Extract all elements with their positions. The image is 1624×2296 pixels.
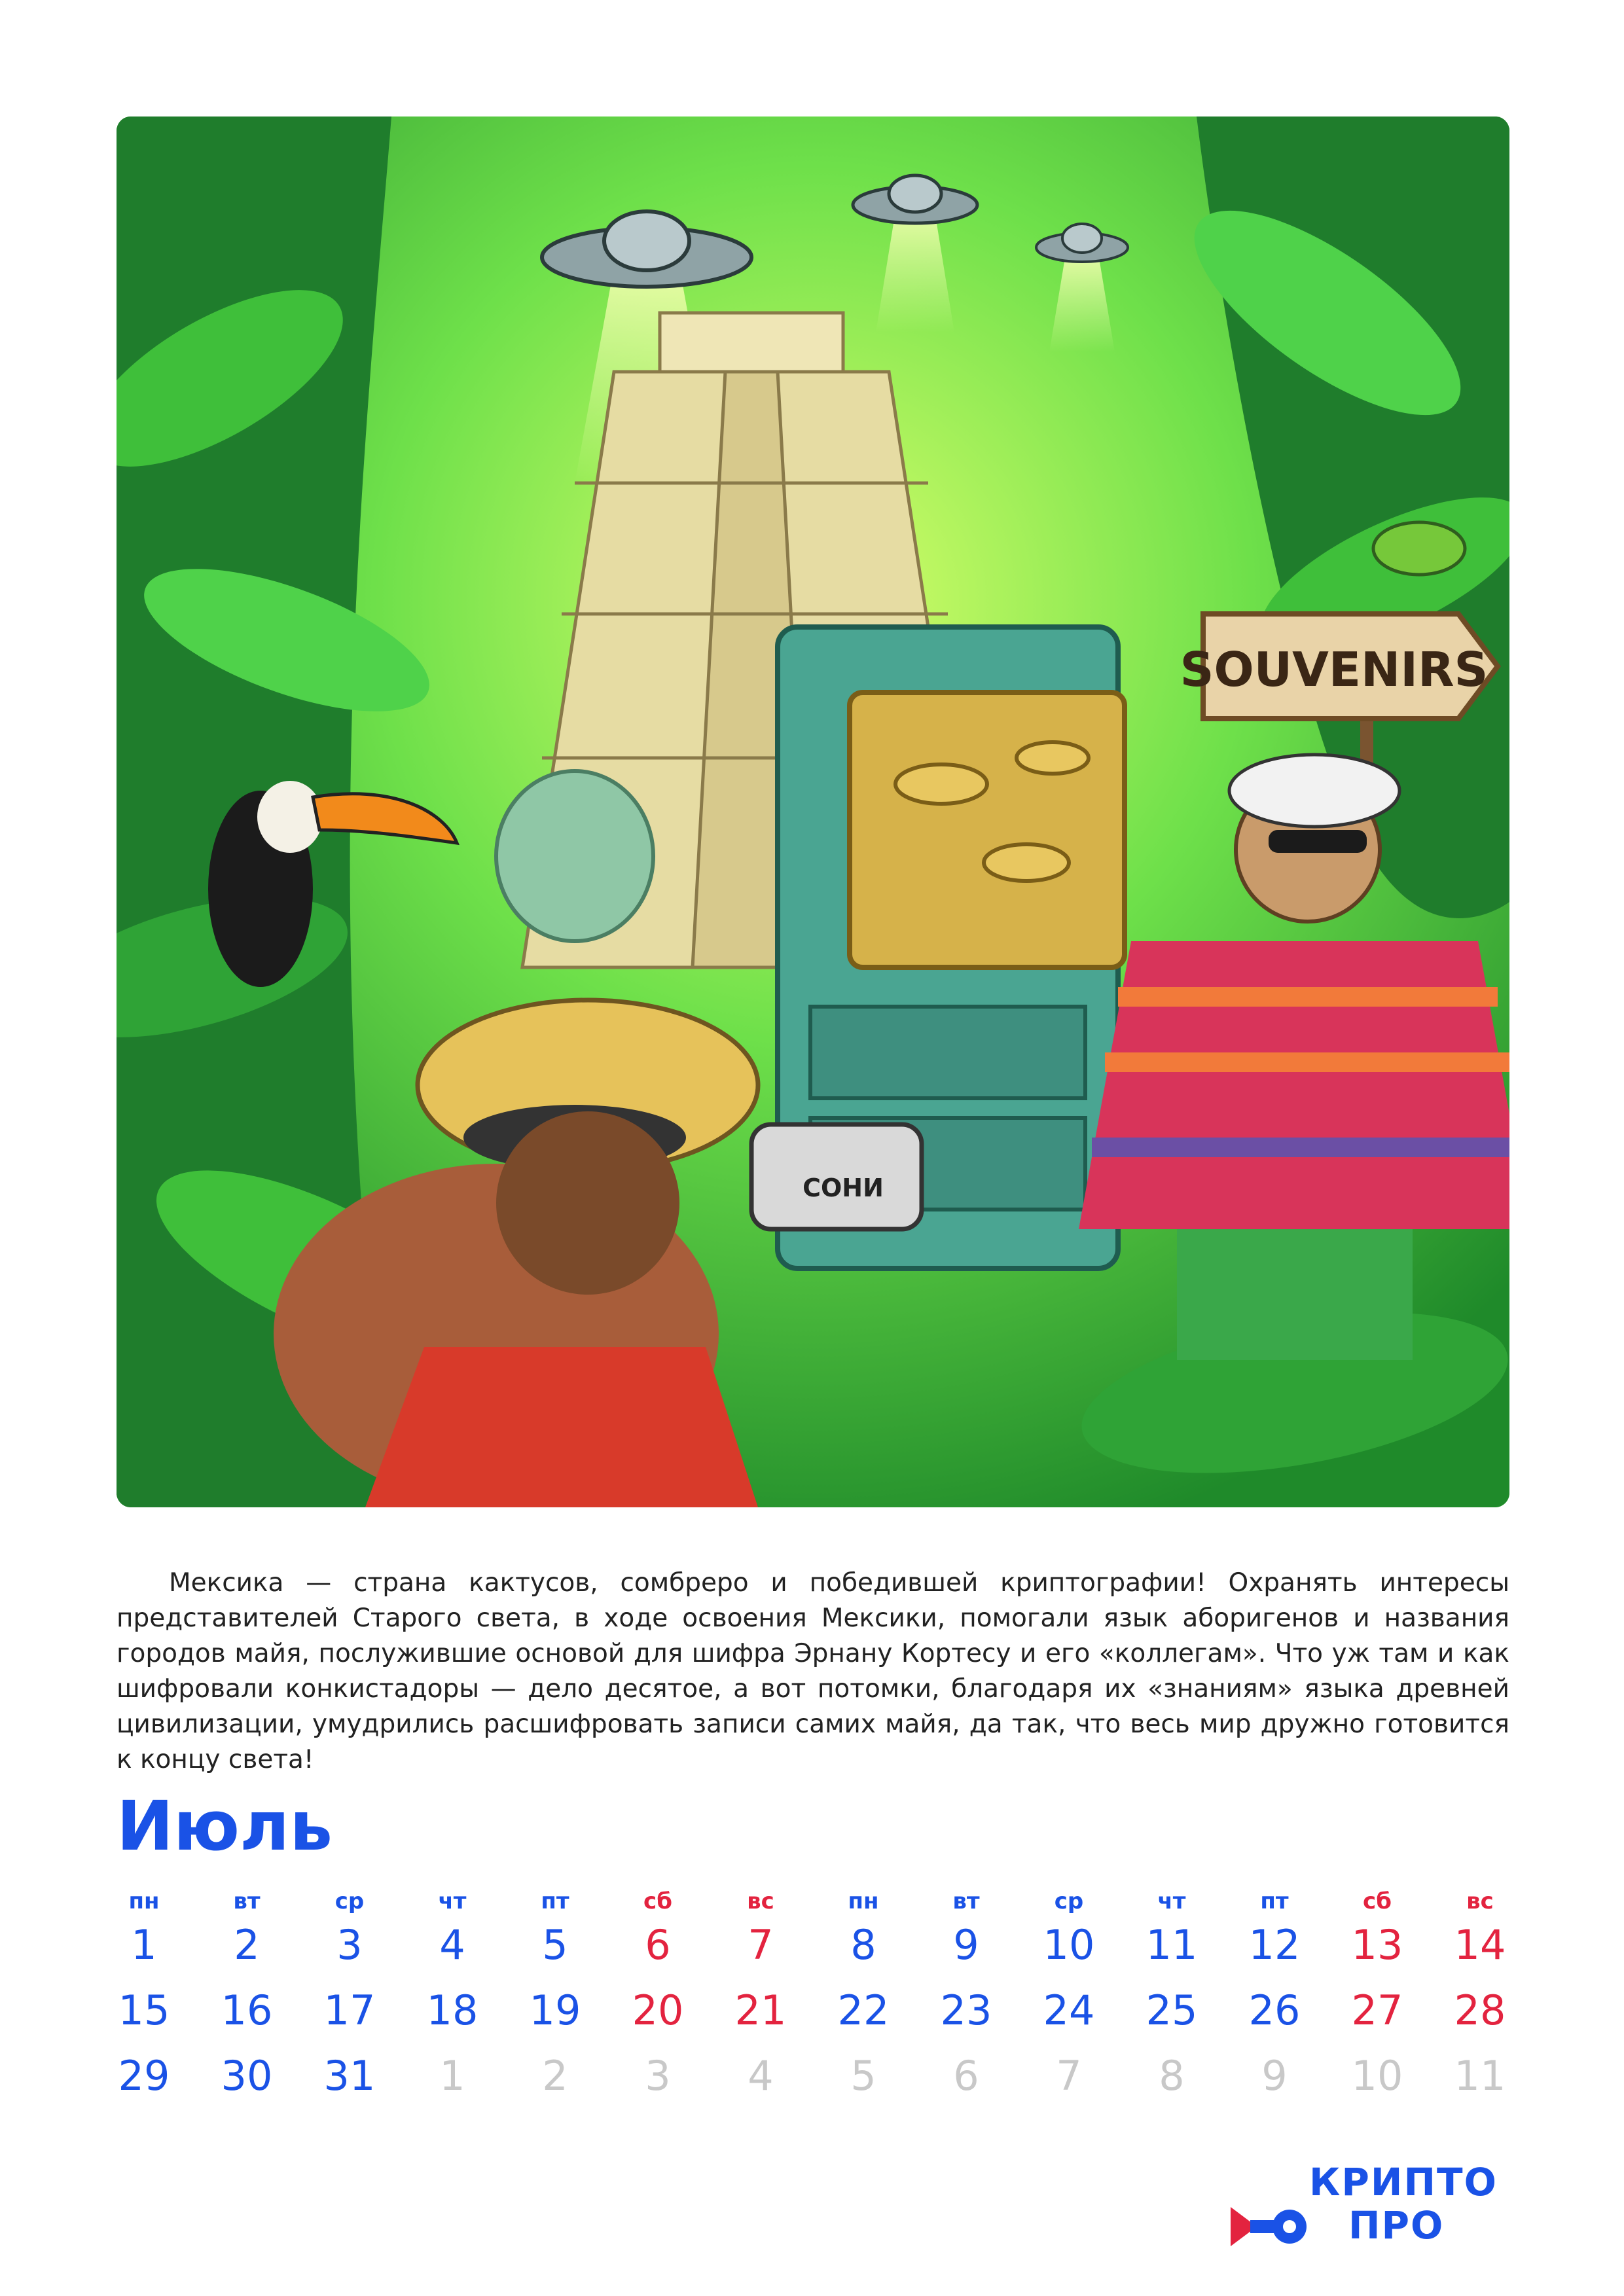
- calendar-day: 6: [953, 2052, 979, 2100]
- weekday-header: пт: [541, 1888, 569, 1914]
- illustration: [117, 117, 1509, 1507]
- calendar-day: 6: [645, 1921, 671, 1969]
- weekday-header: сб: [643, 1888, 672, 1914]
- calendar-day: 2: [234, 1921, 260, 1969]
- key-icon: [1231, 2200, 1309, 2253]
- calendar-day: 22: [837, 1986, 890, 2034]
- month-title: Июль: [117, 1786, 333, 1866]
- kriptopro-logo: [1231, 2160, 1512, 2258]
- calendar-day: 20: [632, 1986, 684, 2034]
- calendar-day: 3: [645, 2052, 671, 2100]
- calendar-day: 8: [850, 1921, 876, 1969]
- stone-head: [496, 771, 653, 941]
- calendar-day: 16: [221, 1986, 273, 2034]
- weekday-header: вт: [952, 1888, 980, 1914]
- calendar-day: 9: [953, 1921, 979, 1969]
- logo-line2: ПРО: [1348, 2203, 1445, 2248]
- calendar-day: 17: [323, 1986, 376, 2034]
- weekday-header: чт: [1157, 1888, 1186, 1914]
- calendar-day: 2: [542, 2052, 568, 2100]
- weekday-header: пн: [848, 1888, 879, 1914]
- calendar-day: 13: [1351, 1921, 1403, 1969]
- logo-line1: КРИПТО: [1309, 2160, 1498, 2204]
- calendar-day: 7: [1056, 2052, 1082, 2100]
- calendar-day: 7: [748, 1921, 774, 1969]
- weekday-header: сб: [1363, 1888, 1392, 1914]
- calendar-day: 9: [1261, 2052, 1288, 2100]
- weekday-header: ср: [1054, 1888, 1084, 1914]
- calendar-day: 8: [1159, 2052, 1185, 2100]
- calendar-day: 1: [131, 1921, 157, 1969]
- calendar-day: 30: [221, 2052, 273, 2100]
- calendar-day: 11: [1454, 2052, 1506, 2100]
- calendar-day: 14: [1454, 1921, 1506, 1969]
- weekday-header: пт: [1260, 1888, 1289, 1914]
- calendar-day: 1: [439, 2052, 465, 2100]
- calendar-day: 23: [940, 1986, 992, 2034]
- calendar-day: 18: [426, 1986, 478, 2034]
- camera-text: СОНИ: [803, 1174, 884, 1202]
- calendar-day: 4: [439, 1921, 465, 1969]
- calendar-day: 12: [1248, 1921, 1301, 1969]
- calendar-day: 19: [529, 1986, 581, 2034]
- calendar-day: 3: [336, 1921, 363, 1969]
- weekday-header: ср: [334, 1888, 365, 1914]
- calendar-day: 29: [118, 2052, 170, 2100]
- calendar-day: 15: [118, 1986, 170, 2034]
- calendar-day: 10: [1351, 2052, 1403, 2100]
- calendar-day: 24: [1043, 1986, 1095, 2034]
- sign-text: SOUVENIRS: [1180, 642, 1489, 697]
- calendar-day: 5: [850, 2052, 876, 2100]
- jungle-scene: [117, 117, 1509, 1507]
- calendar-day: 27: [1351, 1986, 1403, 2034]
- calendar-day: 28: [1454, 1986, 1506, 2034]
- calendar-day: 10: [1043, 1921, 1095, 1969]
- calendar-day: 31: [323, 2052, 376, 2100]
- weekday-header: пн: [128, 1888, 160, 1914]
- weekday-header: чт: [438, 1888, 467, 1914]
- calendar-day: 25: [1146, 1986, 1198, 2034]
- description-text: Мексика — страна кактусов, сомбреро и победившей криптографии! Охранять интересы представителей Старого света, в ходе освоения Мексики, помогали язык аборигенов и названия городов майя, послужившие основой для шифра Эрнану Кортесу и его «коллегам». Что уж там и как шифровали конкистадоры — дело десятое, а вот потомки, благодаря их «знаниям» языка древней цивилизации, умудрились расшифровать записи самих майя, да так, что весь мир дружно готовится к концу света!: [117, 1568, 1509, 1774]
- weekday-header: вс: [747, 1888, 774, 1914]
- calendar-day: 4: [748, 2052, 774, 2100]
- weekday-header: вт: [233, 1888, 261, 1914]
- calendar-day: 5: [542, 1921, 568, 1969]
- weekday-header: вс: [1466, 1888, 1494, 1914]
- parrot: [1373, 522, 1465, 575]
- calendar-day: 26: [1248, 1986, 1301, 2034]
- calendar-day: 21: [734, 1986, 787, 2034]
- calendar-day: 11: [1146, 1921, 1198, 1969]
